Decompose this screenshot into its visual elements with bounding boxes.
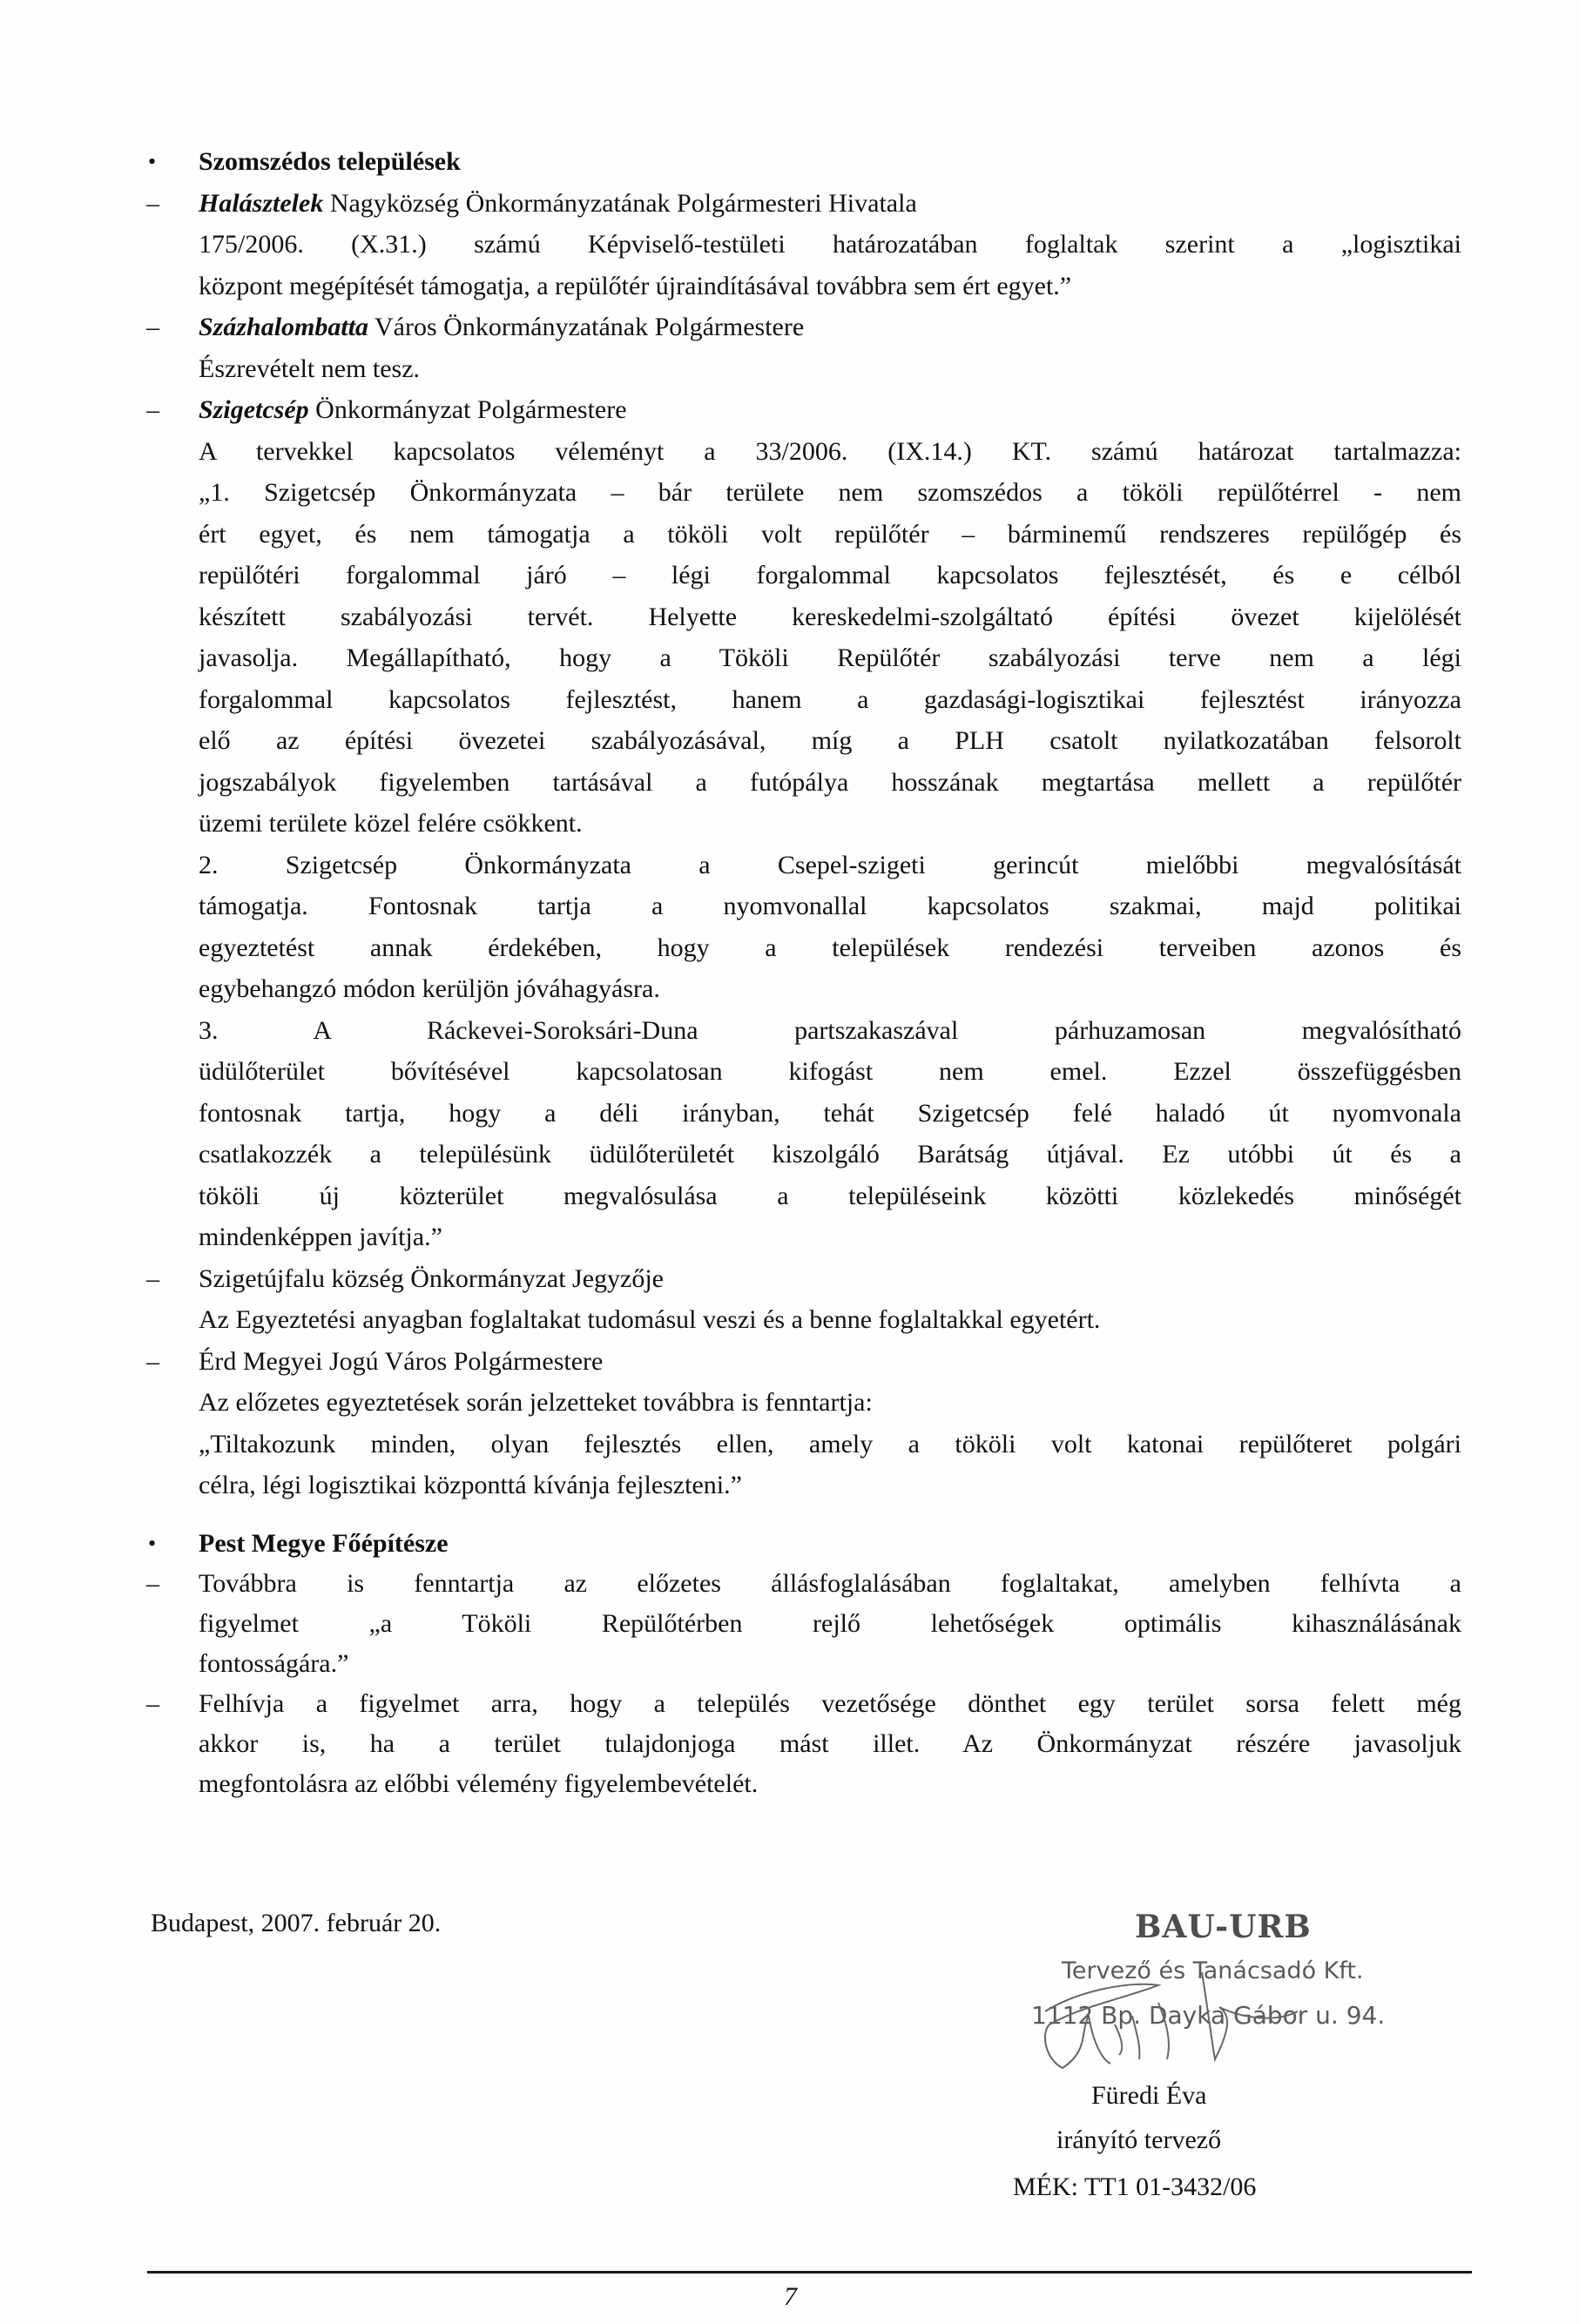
text-line (0, 1093, 1579, 1135)
text-line (0, 306, 1579, 348)
line-rest: Önkormányzat Polgármestere (308, 395, 627, 424)
page-number: 7 (784, 2282, 797, 2311)
line-text: Az Egyeztetési anyagban foglaltakat tudomásul veszi és a benne foglaltakkal egyetért. (199, 1305, 1101, 1334)
text-line (0, 555, 1579, 596)
text-line (0, 1684, 1579, 1724)
line-text: 175/2006. (X.31.) számú Képviselő-testületi határozatában foglaltak szerint a „logisztikai (199, 230, 1461, 259)
date-line: Budapest, 2007. február 20. (151, 1909, 442, 1937)
line-text: A tervekkel kapcsolatos véleményt a 33/2006. (IX.14.) KT. számú határozat tartalmazza: (199, 436, 1461, 466)
dash-icon: – (146, 395, 159, 424)
text-line (0, 1175, 1579, 1217)
dash-icon: – (146, 1689, 159, 1718)
line-rest: Nagyközség Önkormányzatának Polgármesteri Hivatala (323, 188, 917, 218)
text-line (0, 1564, 1579, 1604)
line-text: támogatja. Fontosnak tartja a nyomvonallal kapcsolatos szakmai, majd politikai (199, 892, 1461, 920)
text-line (0, 845, 1579, 886)
line-text: fontosnak tartja, hogy a déli irányban, tehát Szigetcsép felé haladó út nyomvonala (199, 1098, 1461, 1128)
line-text: egybehangzó módon kerüljön jóváhagyásra. (199, 974, 660, 1003)
text-line (0, 927, 1579, 969)
stamp-company: BAU-URB (1135, 1909, 1312, 1945)
text-line (0, 431, 1579, 473)
text-line (0, 1134, 1579, 1175)
line-text: Szigetújfalu község Önkormányzat Jegyzője (199, 1263, 664, 1293)
line-text: célra, légi logisztikai központtá kívánja fejleszteni.” (199, 1471, 742, 1499)
line-text: tököli új közterület megvalósulása a településeink közötti közlekedés minőségét (199, 1181, 1461, 1210)
section-neighbouring-settlements (0, 141, 1579, 1506)
line-text: üzemi területe közel felére csökkent. (199, 809, 583, 838)
dash-icon: – (146, 1569, 159, 1598)
text-line (0, 1341, 1579, 1383)
text-line (0, 1724, 1579, 1764)
line-text: elő az építési övezetei szabályozásával, míg a PLH csatolt nyilatkozatában felsorolt (199, 726, 1461, 755)
text-line (0, 679, 1579, 721)
line-text: Felhívja a figyelmet arra, hogy a település vezetősége dönthet egy terület sorsa felett még (199, 1689, 1461, 1718)
text-line (0, 1604, 1579, 1644)
line-text: jogszabályok figyelemben tartásával a futópálya hosszának megtartása mellett a repülőtér (199, 767, 1461, 797)
line-rest: Város Önkormányzatának Polgármestere (368, 313, 805, 341)
bullet-icon: • (148, 149, 157, 174)
text-line (0, 968, 1579, 1010)
line-text: központ megépítését támogatja, a repülőtér újraindításával továbbra sem ért egyet.” (199, 271, 1072, 300)
text-line (0, 637, 1579, 679)
settlement-name: Halásztelek (199, 188, 324, 218)
dash-icon: – (146, 1263, 159, 1293)
text-line (0, 514, 1579, 556)
section-heading: Pest Megye Főépítésze (199, 1529, 449, 1558)
signatory-role: irányító tervező (1056, 2125, 1222, 2154)
text-line (0, 1465, 1579, 1506)
text-line (0, 1051, 1579, 1093)
dash-icon: – (146, 1346, 159, 1376)
stamp-address: 1112 Bp. Dayka Gábor u. 94. (1031, 2001, 1386, 2030)
text-line (0, 1258, 1579, 1300)
line-text: akkor is, ha a terület tulajdonjoga mást illet. Az Önkormányzat részére javasoljuk (199, 1729, 1461, 1758)
settlement-name: Százhalombatta (199, 313, 369, 341)
text-line (0, 348, 1579, 390)
line-text: Észrevételt nem tesz. (199, 354, 421, 383)
bullet-icon: • (148, 1531, 157, 1556)
line-text: egyeztetést annak érdekében, hogy a települések rendezési terveiben azonos és (199, 933, 1461, 962)
line-text: készített szabályozási tervét. Helyette kereskedelmi-szolgáltató építési övezet kijelölését (199, 602, 1461, 631)
text-line (0, 1010, 1579, 1052)
line-text: 3. A Ráckevei-Soroksári-Duna partszakaszával párhuzamosan megvalósítható (199, 1015, 1461, 1045)
text-line (0, 1216, 1579, 1258)
line-text (199, 183, 1461, 225)
text-line (0, 596, 1579, 638)
section-heading-row (0, 1524, 1579, 1564)
text-line (0, 1299, 1579, 1341)
footer-rule (147, 2271, 1472, 2273)
text-line (0, 224, 1579, 266)
stamp-subtitle: Tervező és Tanácsadó Kft. (1062, 1957, 1364, 1984)
dash-icon: – (146, 188, 159, 218)
text-line (0, 183, 1579, 225)
section-heading: Szomszédos települések (199, 147, 461, 176)
line-text: Továbbra is fenntartja az előzetes állásfoglalásában foglaltakat, amelyben felhívta a (199, 1569, 1461, 1598)
line-text (199, 389, 1461, 431)
line-text: Érd Megyei Jogú Város Polgármestere (199, 1346, 604, 1376)
line-text: forgalommal kapcsolatos fejlesztést, hanem a gazdasági-logisztikai fejlesztést irányozza (199, 684, 1461, 714)
line-text: fontosságára.” (199, 1649, 349, 1678)
line-text: Az előzetes egyeztetések során jelzetteket továbbra is fenntartja: (199, 1388, 873, 1417)
line-text: üdülőterület bővítésével kapcsolatosan kifogást nem emel. Ezzel összefüggésben (199, 1057, 1461, 1086)
settlement-name: Szigetcsép (199, 395, 309, 424)
text-line (0, 1382, 1579, 1424)
line-text (199, 306, 1461, 348)
text-line (0, 762, 1579, 804)
line-text: „1. Szigetcsép Önkormányzata – bár területe nem szomszédos a tököli repülőtérrel - nem (199, 478, 1461, 507)
dash-icon: – (146, 313, 159, 341)
line-text: ért egyet, és nem támogatja a tököli volt repülőtér – bárminemű rendszeres repülőgép és (199, 519, 1461, 549)
handwritten-signature-icon (1028, 1964, 1315, 2077)
section-heading-row (0, 141, 1579, 183)
text-line (0, 389, 1579, 431)
line-text: javasolja. Megállapítható, hogy a Tököli Repülőtér szabályozási terve nem a légi (199, 643, 1461, 672)
line-text: csatlakozzék a településünk üdülőterületét kiszolgáló Barátság útjával. Ez utóbbi út és a (199, 1140, 1461, 1169)
text-line (0, 472, 1579, 514)
signatory-registration: MÉK: TT1 01-3432/06 (1013, 2172, 1257, 2201)
text-line (0, 1764, 1579, 1804)
line-text: „Tiltakozunk minden, olyan fejlesztés ellen, amely a tököli volt katonai repülőteret polgári (199, 1429, 1461, 1458)
line-text: figyelmet „a Tököli Repülőtérben rejlő lehetőségek optimális kihasználásának (199, 1609, 1461, 1638)
line-text: megfontolásra az előbbi vélemény figyelembevételét. (199, 1769, 759, 1798)
text-line (0, 266, 1579, 307)
line-text: 2. Szigetcsép Önkormányzata a Csepel-szigeti gerincút mielőbbi megvalósítását (199, 850, 1461, 879)
line-text: mindenképpen javítja.” (199, 1223, 442, 1251)
line-text: repülőtéri forgalommal járó – légi forgalommal kapcsolatos fejlesztését, és e célból (199, 561, 1461, 589)
text-line (0, 803, 1579, 845)
section-pest-county-architect (0, 1524, 1579, 1804)
text-line (0, 886, 1579, 927)
text-line (0, 1424, 1579, 1465)
text-line (0, 1644, 1579, 1684)
signatory-name: Füredi Éva (1091, 2081, 1207, 2110)
text-line (0, 720, 1579, 762)
